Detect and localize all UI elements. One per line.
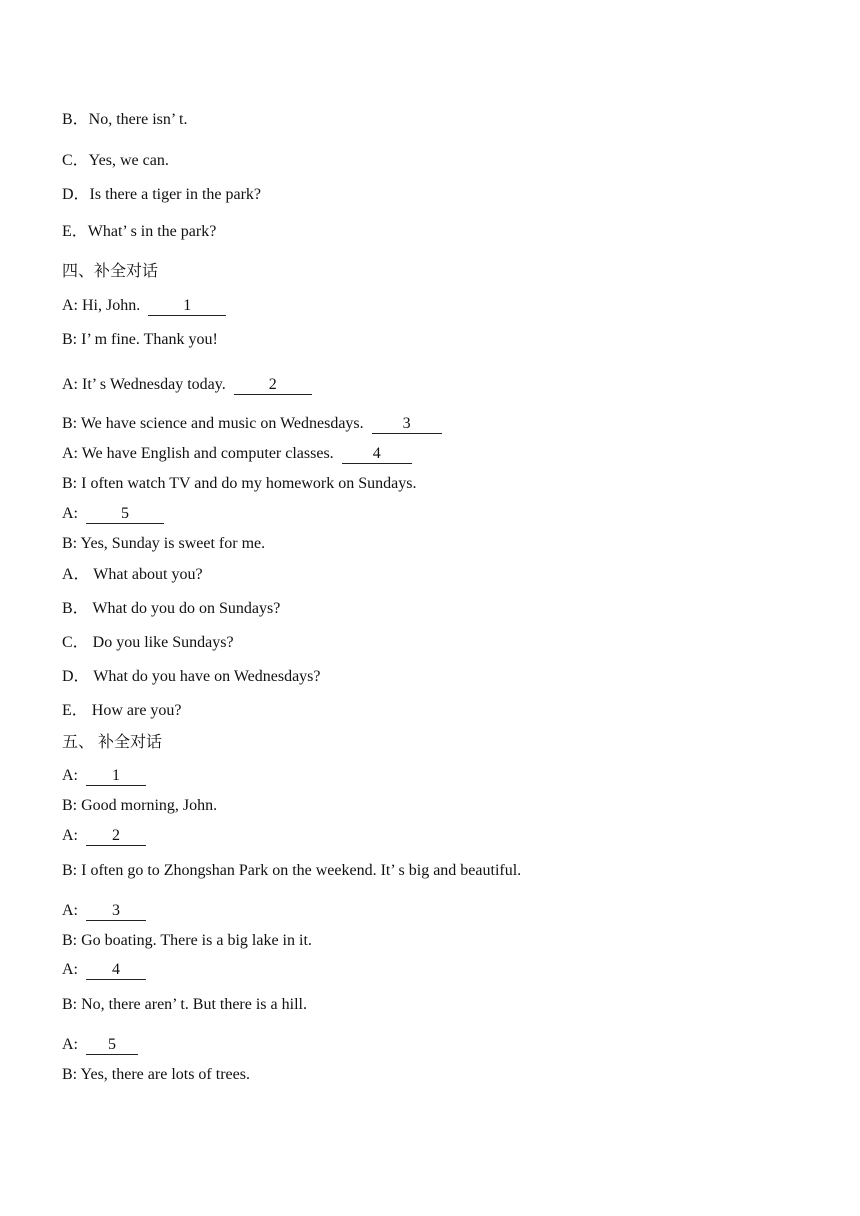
dialogue-text: B: We have science and music on Wednesdays. (62, 415, 364, 432)
dialogue-line (62, 444, 412, 464)
dialogue-line (62, 296, 226, 316)
dialogue-text: B: Yes, there are lots of trees. (62, 1066, 250, 1083)
dialogue-line (62, 330, 218, 350)
dialogue-text: B: No, there aren’ t. But there is a hill. (62, 996, 307, 1013)
dialogue-line (62, 931, 312, 951)
dialogue-line (62, 766, 146, 786)
dialogue-text: B: I often go to Zhongshan Park on the weekend. It’ s big and beautiful. (62, 862, 522, 879)
dialogue-text: A: (62, 1036, 78, 1053)
dialogue-line (62, 534, 265, 554)
dialogue-line (62, 504, 164, 524)
dialogue-text: B: Yes, Sunday is sweet for me. (62, 535, 266, 552)
section-5-heading: 五、 补全对话 (62, 734, 163, 751)
dialogue-text: B: Good morning, John. (62, 797, 218, 814)
dialogue-line (62, 375, 312, 395)
dialogue-text: A: (62, 767, 78, 784)
dialogue-line (62, 474, 416, 494)
dialogue-line (62, 960, 146, 980)
dialogue-text: A: (62, 961, 78, 978)
dialogue-text: A: We have English and computer classes. (62, 445, 334, 462)
option-b: B．No, there isn’ t. (62, 111, 188, 128)
answer-blank[interactable]: 5 (86, 505, 164, 524)
answer-blank[interactable]: 4 (342, 445, 412, 464)
option-d: D． What do you have on Wednesdays? (62, 668, 321, 685)
dialogue-line (62, 796, 217, 816)
dialogue-line (62, 826, 146, 846)
dialogue-text: B: I’ m fine. Thank you! (62, 331, 218, 348)
dialogue-text: A: Hi, John. (62, 297, 141, 314)
answer-blank[interactable]: 1 (148, 297, 226, 316)
dialogue-text: B: I often watch TV and do my homework on Sundays. (62, 475, 417, 492)
option-b: B． What do you do on Sundays? (62, 600, 281, 617)
answer-blank[interactable]: 3 (86, 902, 146, 921)
dialogue-line (62, 995, 307, 1015)
dialogue-line (62, 1065, 250, 1085)
option-c: C． Do you like Sundays? (62, 634, 234, 651)
answer-blank[interactable]: 5 (86, 1036, 138, 1055)
answer-blank[interactable]: 2 (234, 376, 312, 395)
answer-blank[interactable]: 1 (86, 767, 146, 786)
dialogue-text: A: (62, 827, 78, 844)
option-c: C．Yes, we can. (62, 152, 169, 169)
dialogue-line (62, 901, 146, 921)
option-d: D．Is there a tiger in the park? (62, 186, 262, 203)
option-e: E． How are you? (62, 702, 182, 719)
dialogue-line (62, 414, 442, 434)
dialogue-text: B: Go boating. There is a big lake in it. (62, 932, 312, 949)
answer-blank[interactable]: 3 (372, 415, 442, 434)
answer-blank[interactable]: 2 (86, 827, 146, 846)
dialogue-line (62, 861, 521, 881)
dialogue-text: A: (62, 505, 78, 522)
dialogue-text: A: (62, 902, 78, 919)
option-a: A． What about you? (62, 566, 203, 583)
dialogue-text: A: It’ s Wednesday today. (62, 376, 226, 393)
dialogue-line (62, 1035, 138, 1055)
section-4-heading: 四、补全对话 (62, 263, 159, 280)
option-e: E．What’ s in the park? (62, 223, 217, 240)
answer-blank[interactable]: 4 (86, 961, 146, 980)
